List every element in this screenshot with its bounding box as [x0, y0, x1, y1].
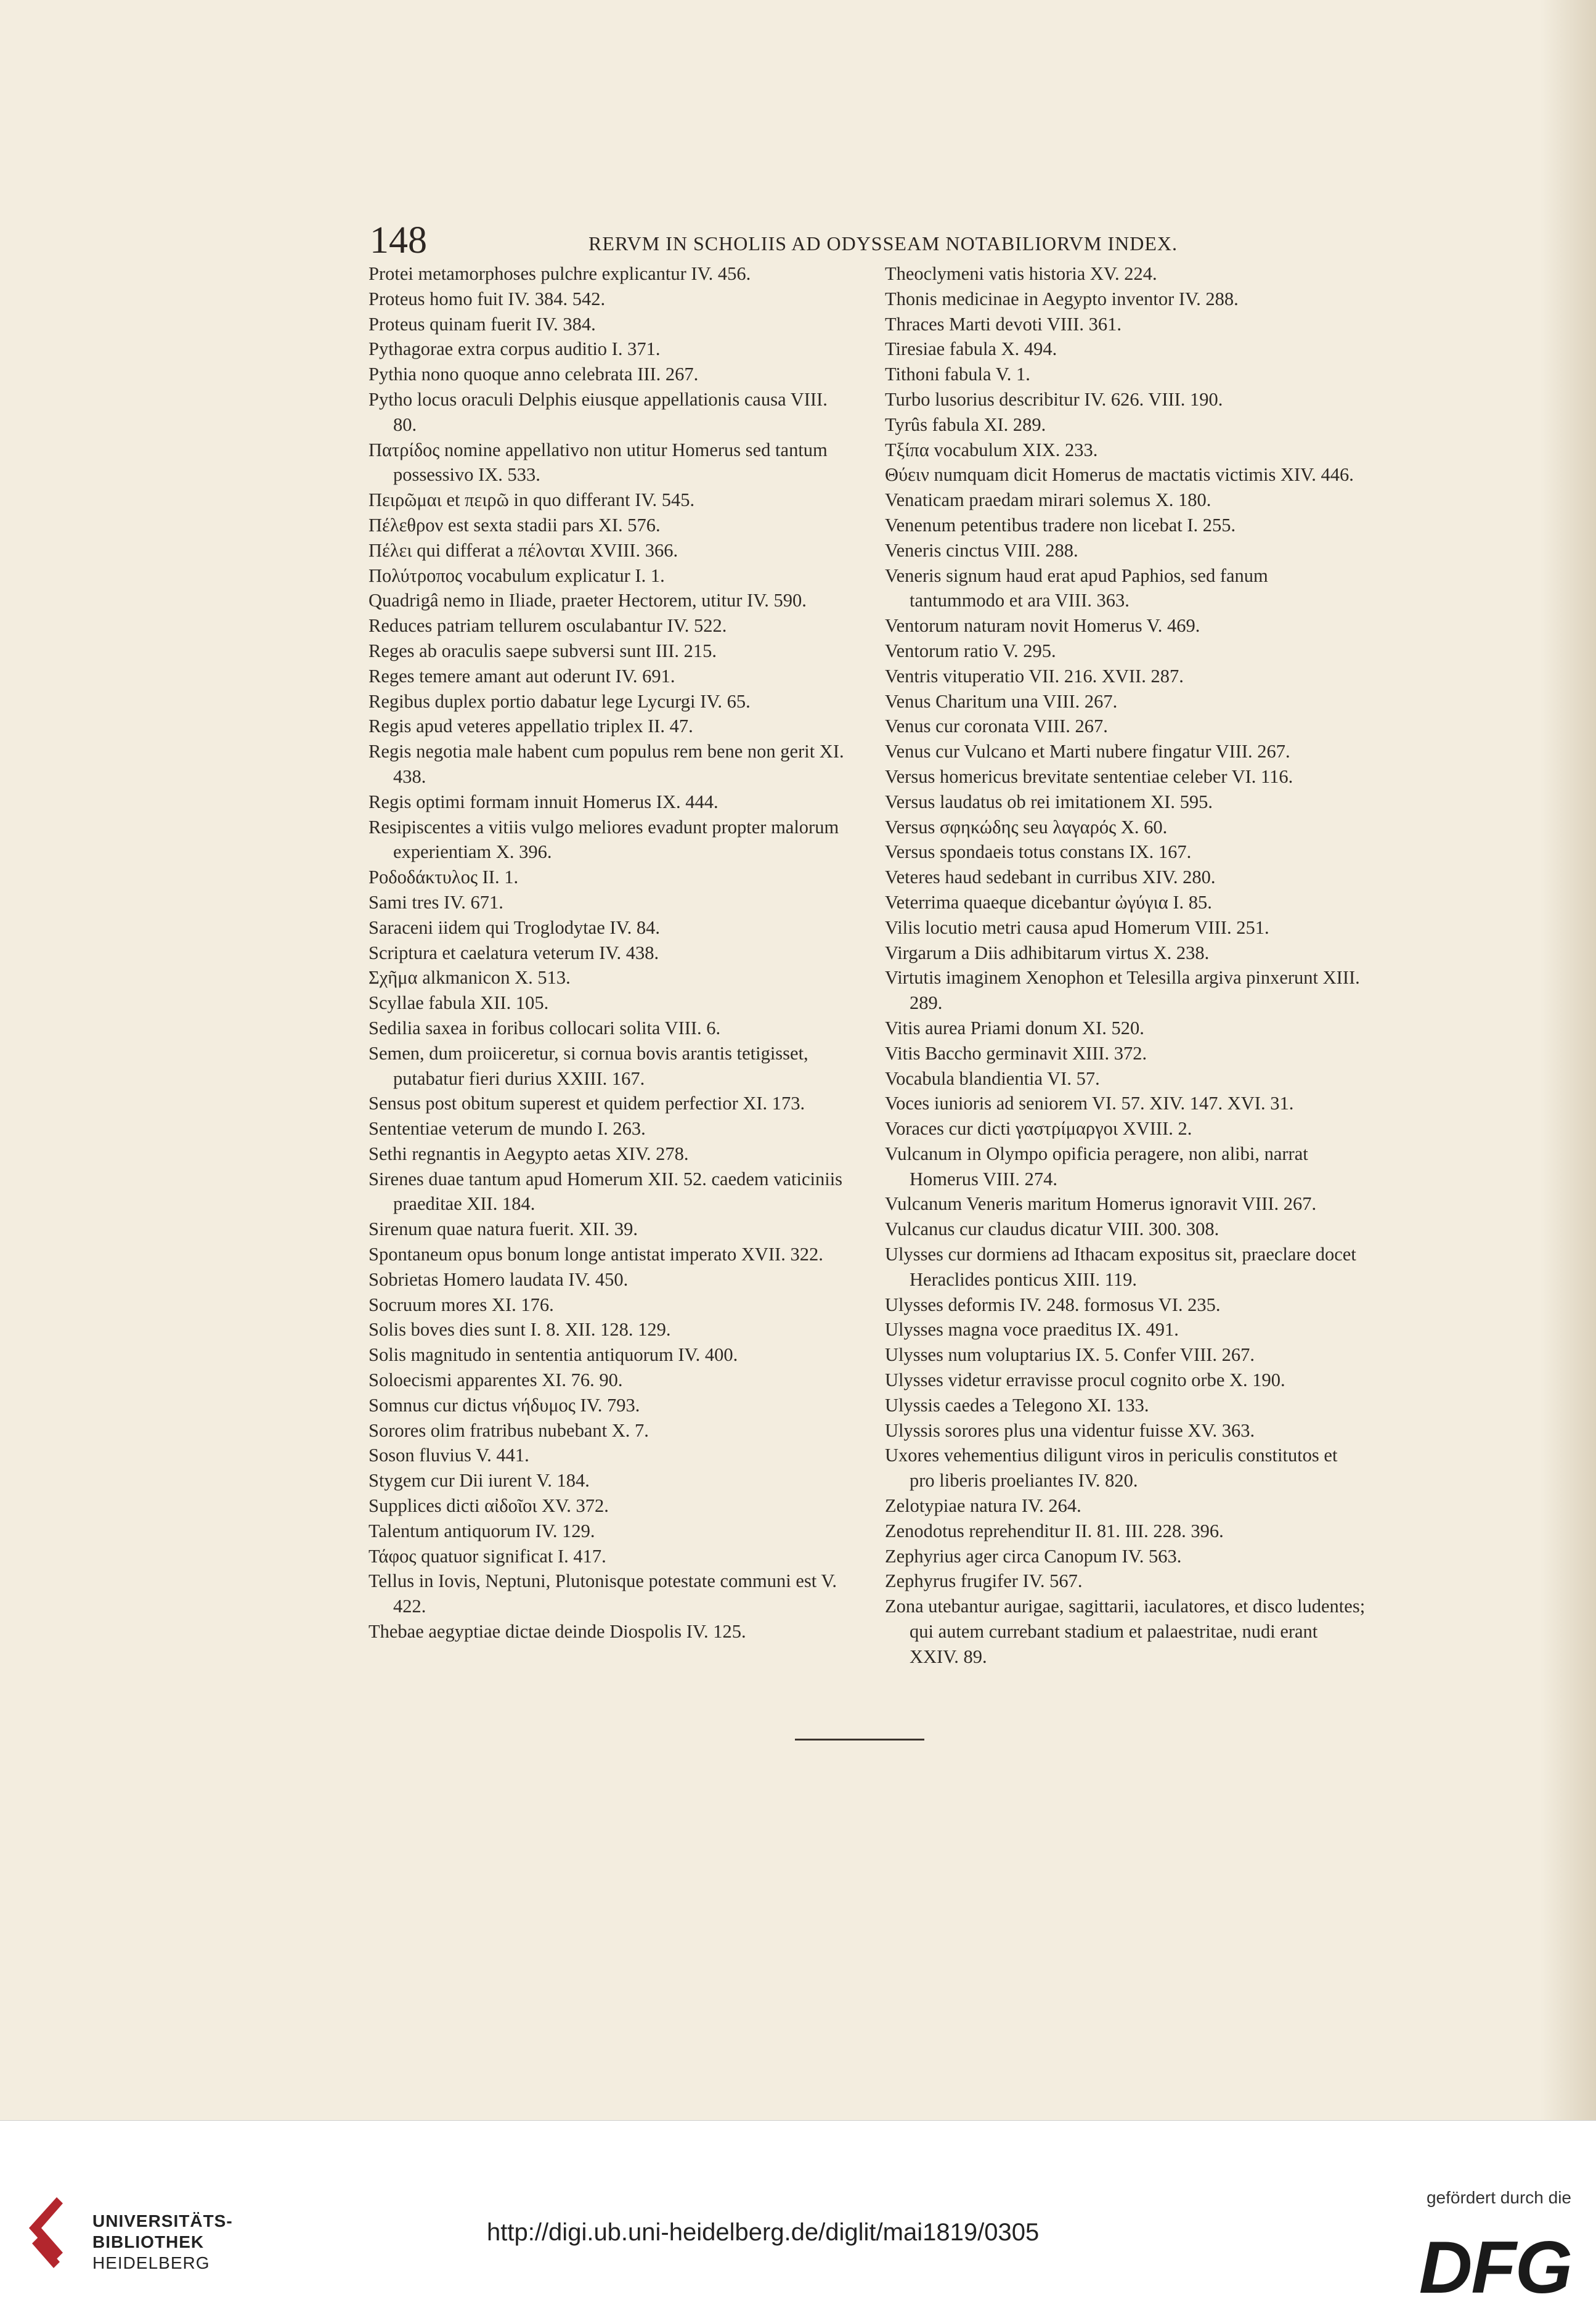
- library-name-line3: HEIDELBERG: [92, 2253, 210, 2272]
- index-entry: Zenodotus reprehenditur II. 81. III. 228. 396.: [885, 1520, 1224, 1541]
- index-entry: Vitis aurea Priami donum XI. 520.: [885, 1017, 1144, 1039]
- index-entry: Proteus homo fuit IV. 384. 542.: [368, 288, 606, 309]
- index-entry: Virgarum a Diis adhibitarum virtus X. 238.: [885, 942, 1210, 963]
- index-entry: Virtutis imaginem Xenophon et Telesilla argiva pinxerunt XIII. 289.: [885, 967, 1360, 1014]
- index-entry: Socruum mores XI. 176.: [368, 1294, 554, 1315]
- end-rule: [795, 1739, 924, 1741]
- index-entry: Regis optimi formam innuit Homerus IX. 444.: [368, 791, 719, 812]
- index-entry: Regibus duplex portio dabatur lege Lycurgi IV. 65.: [368, 690, 751, 712]
- index-entry: Scyllae fabula XII. 105.: [368, 992, 549, 1014]
- page-header: [370, 219, 1356, 261]
- index-entry: Versus laudatus ob rei imitationem XI. 595.: [885, 791, 1213, 812]
- index-column-right: [885, 261, 1366, 1670]
- index-entry: Uxores vehementius diligunt viros in periculis constitutos et pro liberis proeliantes IV. 820.: [885, 1445, 1338, 1492]
- index-entry: Voraces cur dicti γαστρίμαργοι XVIII. 2.: [885, 1118, 1192, 1140]
- index-entry: Theoclymeni vatis historia XV. 224.: [885, 263, 1157, 284]
- index-entry: Versus homericus brevitate sententiae celeber VI. 116.: [885, 765, 1293, 787]
- index-entry: Veneris cinctus VIII. 288.: [885, 539, 1078, 561]
- library-logo-icon: [26, 2194, 69, 2274]
- library-name-line1: UNIVERSITÄTS-: [92, 2211, 233, 2230]
- index-entry: Zephyrius ager circa Canopum IV. 563.: [885, 1545, 1182, 1567]
- index-entry: Resipiscentes a vitiis vulgo meliores evadunt propter malorum experientiam X. 396.: [368, 816, 839, 863]
- index-entry: Thebae aegyptiae dictae deinde Diospolis IV. 125.: [368, 1621, 746, 1643]
- index-entry: Versus spondaeis totus constans IX. 167.: [885, 841, 1192, 863]
- index-entry: Venus cur Vulcano et Marti nubere fingatur VIII. 267.: [885, 741, 1290, 762]
- page-number: 148: [370, 219, 427, 261]
- index-entry: Semen, dum proiiceretur, si cornua bovis arantis tetigisset, putabatur fieri durius XXIII. 167.: [368, 1042, 808, 1089]
- library-name-line2: BIBLIOTHEK: [92, 2232, 205, 2251]
- index-entry: Ulysses num voluptarius IX. 5. Confer VIII. 267.: [885, 1344, 1255, 1366]
- index-entry: Zelotypiae natura IV. 264.: [885, 1495, 1081, 1517]
- index-entry: Sirenum quae natura fuerit. XII. 39.: [368, 1218, 638, 1240]
- index-entry: Zona utebantur aurigae, sagittarii, iaculatores, et disco ludentes; qui autem currebant stadium et palaestritae, nudi erant XXIV. 89.: [885, 1596, 1366, 1667]
- index-entry: Turbo lusorius describitur IV. 626. VIII. 190.: [885, 388, 1223, 410]
- index-entry: Vulcanum in Olympo opificia peragere, non alibi, narrat Homerus VIII. 274.: [885, 1143, 1308, 1190]
- index-entry: Ροδοδάκτυλος II. 1.: [368, 867, 519, 888]
- index-entry: Tyrûs fabula XI. 289.: [885, 414, 1046, 435]
- index-entry: Supplices dicti αἰδοῖοι XV. 372.: [368, 1495, 609, 1517]
- index-entry: Soloecismi apparentes XI. 76. 90.: [368, 1369, 623, 1391]
- index-column-left: [368, 261, 849, 1644]
- index-entry: Ventorum naturam novit Homerus V. 469.: [885, 615, 1200, 637]
- index-entry: Πατρίδος nomine appellativo non utitur Homerus sed tantum possessivo IX. 533.: [368, 439, 828, 486]
- index-entry: Θύειν numquam dicit Homerus de mactatis victimis XIV. 446.: [885, 464, 1354, 486]
- index-entry: Veterrima quaeque dicebantur ὠγύγια I. 85.: [885, 891, 1212, 913]
- index-entry: Vulcanus cur claudus dicatur VIII. 300. 308.: [885, 1218, 1219, 1240]
- index-entry: Ulysses videtur erravisse procul cognito orbe X. 190.: [885, 1369, 1285, 1391]
- index-entry: Πειρῶμαι et πειρῶ in quo differant IV. 545.: [368, 489, 695, 511]
- page-edge-shadow: [1541, 0, 1596, 2120]
- index-entry: Proteus quinam fuerit IV. 384.: [368, 313, 596, 335]
- index-entry: Τάφος quatuor significat I. 417.: [368, 1545, 606, 1567]
- index-entry: Venenum petentibus tradere non licebat I. 255.: [885, 514, 1236, 536]
- index-entry: Ventorum ratio V. 295.: [885, 640, 1056, 661]
- index-entry: Thonis medicinae in Aegypto inventor IV. 288.: [885, 288, 1239, 309]
- index-entry: Vulcanum Veneris maritum Homerus ignoravit VIII. 267.: [885, 1193, 1317, 1215]
- index-entry: Talentum antiquorum IV. 129.: [368, 1520, 595, 1541]
- index-entry: Sobrietas Homero laudata IV. 450.: [368, 1268, 629, 1290]
- index-entry: Reges temere amant aut oderunt IV. 691.: [368, 665, 675, 687]
- index-entry: Pythagorae extra corpus auditio I. 371.: [368, 338, 661, 360]
- index-entry: Sedilia saxea in foribus collocari solita VIII. 6.: [368, 1017, 721, 1039]
- index-entry: Ulysses deformis IV. 248. formosus VI. 235.: [885, 1294, 1221, 1315]
- index-entry: Sethi regnantis in Aegypto aetas XIV. 278.: [368, 1143, 689, 1164]
- index-entry: Venus Charitum una VIII. 267.: [885, 690, 1118, 712]
- index-entry: Versus σφηκώδης seu λαγαρός X. 60.: [885, 816, 1168, 838]
- funded-by-label: gefördert durch die: [1426, 2188, 1571, 2207]
- index-entry: Πέλει qui differat a πέλονται XVIII. 366.: [368, 539, 678, 561]
- index-entry: Regis negotia male habent cum populus rem bene non gerit XI. 438.: [368, 741, 844, 787]
- index-entry: Solis magnitudo in sententia antiquorum IV. 400.: [368, 1344, 738, 1366]
- index-entry: Veneris signum haud erat apud Paphios, sed fanum tantummodo et ara VIII. 363.: [885, 565, 1268, 611]
- index-entry: Scriptura et caelatura veterum IV. 438.: [368, 942, 659, 963]
- index-entry: Zephyrus frugifer IV. 567.: [885, 1570, 1083, 1592]
- index-entry: Sami tres IV. 671.: [368, 891, 503, 913]
- permalink-url[interactable]: http://digi.ub.uni-heidelberg.de/diglit/mai1819/0305: [487, 2219, 1040, 2246]
- index-entry: Reges ab oraculis saepe subversi sunt III. 215.: [368, 640, 717, 661]
- index-entry: Pytho locus oraculi Delphis eiusque appellationis causa VIII. 80.: [368, 388, 828, 435]
- index-entry: Tiresiae fabula X. 494.: [885, 338, 1057, 360]
- index-entry: Sententiae veterum de mundo I. 263.: [368, 1118, 646, 1140]
- index-entry: Venaticam praedam mirari solemus X. 180.: [885, 489, 1211, 511]
- index-entry: Tithoni fabula V. 1.: [885, 364, 1030, 385]
- index-entry: Tellus in Iovis, Neptuni, Plutonisque potestate communi est V. 422.: [368, 1570, 837, 1617]
- index-entry: Protei metamorphoses pulchre explicantur IV. 456.: [368, 263, 751, 284]
- index-entry: Vilis locutio metri causa apud Homerum VIII. 251.: [885, 916, 1269, 938]
- index-entry: Ventris vituperatio VII. 216. XVII. 287.: [885, 665, 1184, 687]
- index-entry: Somnus cur dictus νήδυμος IV. 793.: [368, 1394, 640, 1416]
- index-entry: Regis apud veteres appellatio triplex II. 47.: [368, 716, 693, 737]
- index-entry: Σχῆμα alkmanicon X. 513.: [368, 967, 571, 989]
- index-entry: Thraces Marti devoti VIII. 361.: [885, 313, 1122, 335]
- index-entry: Vocabula blandientia VI. 57.: [885, 1067, 1100, 1089]
- index-entry: Veteres haud sedebant in curribus XIV. 280.: [885, 867, 1216, 888]
- index-entry: Ulyssis caedes a Telegono XI. 133.: [885, 1394, 1149, 1416]
- index-entry: Saraceni iidem qui Troglodytae IV. 84.: [368, 916, 660, 938]
- index-entry: Ulysses cur dormiens ad Ithacam expositus sit, praeclare docet Heraclides ponticus XIII. 119.: [885, 1244, 1356, 1290]
- index-entry: Solis boves dies sunt I. 8. XII. 128. 129.: [368, 1319, 671, 1341]
- running-title: RERVM IN SCHOLIIS AD ODYSSEAM NOTABILIORVM INDEX.: [588, 232, 1178, 255]
- index-entry: Spontaneum opus bonum longe antistat imperato XVII. 322.: [368, 1244, 823, 1265]
- index-entry: Ulyssis sorores plus una videntur fuisse XV. 363.: [885, 1419, 1255, 1441]
- index-entry: Pythia nono quoque anno celebrata III. 267.: [368, 364, 699, 385]
- index-entry: Ulysses magna voce praeditus IX. 491.: [885, 1319, 1179, 1341]
- index-entry: Sensus post obitum superest et quidem perfectior XI. 173.: [368, 1093, 805, 1114]
- index-entry: Soson fluvius V. 441.: [368, 1445, 529, 1466]
- index-entry: Sirenes duae tantum apud Homerum XII. 52. caedem vaticiniis praeditae XII. 184.: [368, 1168, 843, 1215]
- index-entry: Vitis Baccho germinavit XIII. 372.: [885, 1042, 1147, 1064]
- index-entry: Voces iunioris ad seniorem VI. 57. XIV. 147. XVI. 31.: [885, 1093, 1294, 1114]
- index-entry: Quadrigâ nemo in Iliade, praeter Hectorem, utitur IV. 590.: [368, 590, 807, 611]
- index-entry: Venus cur coronata VIII. 267.: [885, 716, 1108, 737]
- dfg-logo: DFG: [1419, 2226, 1571, 2309]
- index-entry: Reduces patriam tellurem osculabantur IV. 522.: [368, 615, 727, 637]
- index-entry: Πολύτροπος vocabulum explicatur I. 1.: [368, 565, 665, 586]
- index-entry: Stygem cur Dii iurent V. 184.: [368, 1470, 590, 1492]
- index-entry: Τξίπα vocabulum XIX. 233.: [885, 439, 1098, 460]
- index-entry: Sorores olim fratribus nubebant X. 7.: [368, 1419, 649, 1441]
- index-entry: Πέλεθρον est sexta stadii pars XI. 576.: [368, 514, 661, 536]
